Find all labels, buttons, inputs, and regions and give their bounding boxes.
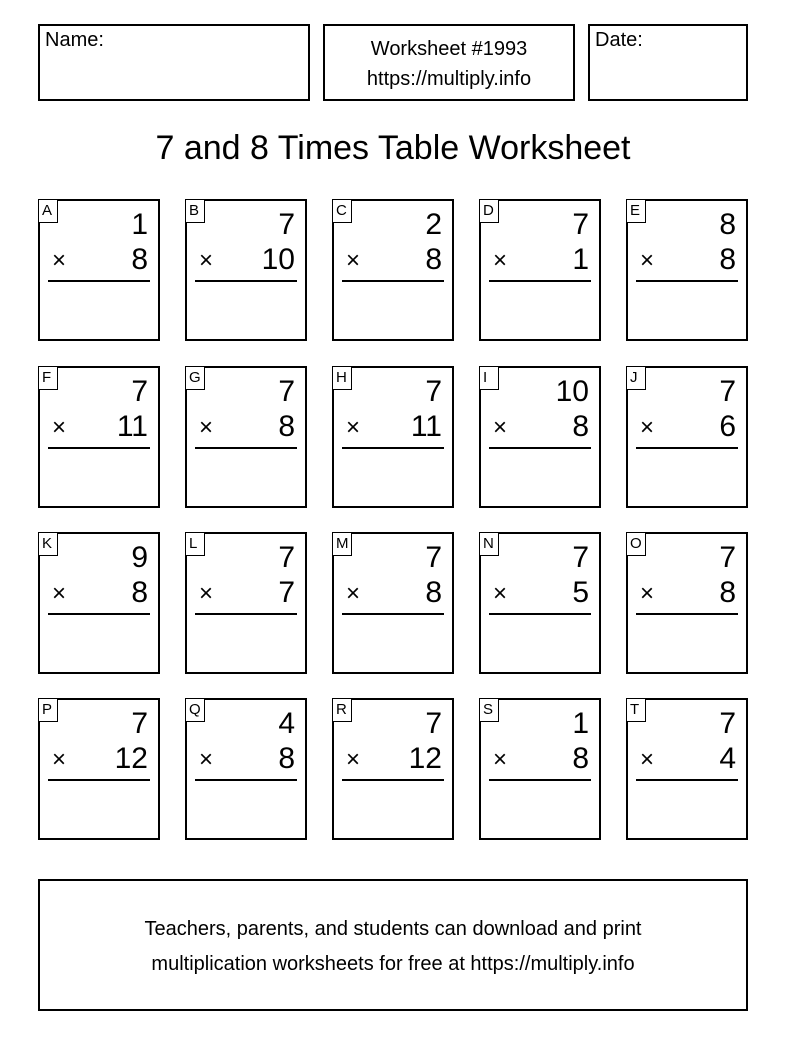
problem-card <box>38 532 160 674</box>
problem-multiplicand: 7 <box>719 541 736 574</box>
problem-multiplier: 8 <box>278 410 295 443</box>
problem-multiplier: 11 <box>116 410 148 443</box>
problem-letter: G <box>185 366 205 390</box>
answer-line <box>636 280 738 282</box>
problem-letter: P <box>38 698 58 722</box>
worksheet-number: Worksheet #1993 <box>370 38 528 60</box>
problem-letter: E <box>626 199 646 223</box>
problem-multiplier: 7 <box>278 576 295 609</box>
answer-line <box>342 280 444 282</box>
times-icon: × <box>346 580 361 607</box>
times-icon: × <box>199 580 214 607</box>
name-label: Name: <box>45 29 104 51</box>
answer-line <box>636 613 738 615</box>
problem-multiplier: 10 <box>261 243 295 276</box>
times-icon: × <box>52 746 67 773</box>
answer-line <box>48 280 150 282</box>
problem-multiplier: 12 <box>114 742 148 775</box>
problem-multiplier: 8 <box>278 742 295 775</box>
problem-card <box>479 532 601 674</box>
problem-letter: C <box>332 199 352 223</box>
problem-multiplier: 8 <box>572 742 589 775</box>
problem-letter: A <box>38 199 58 223</box>
times-icon: × <box>346 746 361 773</box>
problem-multiplicand: 7 <box>425 375 442 408</box>
problem-multiplier: 8 <box>572 410 589 443</box>
date-field-box <box>588 24 748 101</box>
times-icon: × <box>493 580 508 607</box>
answer-line <box>48 779 150 781</box>
problem-letter: O <box>626 532 646 556</box>
problem-multiplicand: 9 <box>131 541 148 574</box>
problem-card <box>479 199 601 341</box>
answer-line <box>636 779 738 781</box>
problem-multiplier: 8 <box>425 243 442 276</box>
problem-card <box>38 199 160 341</box>
problem-letter: M <box>332 532 352 556</box>
problem-multiplicand: 7 <box>131 375 148 408</box>
problem-card <box>38 366 160 508</box>
problem-multiplicand: 7 <box>719 707 736 740</box>
answer-line <box>195 280 297 282</box>
times-icon: × <box>640 580 655 607</box>
problem-multiplier: 11 <box>410 410 442 443</box>
footer-line-1: Teachers, parents, and students can download and print <box>144 918 642 940</box>
problem-multiplicand: 7 <box>425 541 442 574</box>
times-icon: × <box>346 414 361 441</box>
answer-line <box>489 447 591 449</box>
times-icon: × <box>52 414 67 441</box>
name-field-box <box>38 24 310 101</box>
problem-card <box>185 366 307 508</box>
problem-multiplicand: 7 <box>278 208 295 241</box>
problem-card <box>479 698 601 840</box>
problem-multiplier: 8 <box>131 576 148 609</box>
problem-multiplier: 12 <box>408 742 442 775</box>
problem-multiplicand: 7 <box>572 208 589 241</box>
footer-line-2: multiplication worksheets for free at https://multiply.info <box>151 953 635 975</box>
times-icon: × <box>199 414 214 441</box>
problem-card <box>185 698 307 840</box>
problem-multiplier: 8 <box>719 576 736 609</box>
problem-card <box>479 366 601 508</box>
answer-line <box>195 447 297 449</box>
problem-multiplicand: 1 <box>572 707 589 740</box>
answer-line <box>48 613 150 615</box>
problem-multiplicand: 4 <box>278 707 295 740</box>
problem-letter: I <box>479 366 499 390</box>
answer-line <box>489 280 591 282</box>
problem-letter: F <box>38 366 58 390</box>
problem-multiplier: 8 <box>719 243 736 276</box>
problem-letter: B <box>185 199 205 223</box>
problem-multiplier: 6 <box>719 410 736 443</box>
problem-multiplier: 8 <box>131 243 148 276</box>
problem-card <box>626 698 748 840</box>
problem-multiplicand: 7 <box>425 707 442 740</box>
problem-multiplicand: 7 <box>719 375 736 408</box>
answer-line <box>195 779 297 781</box>
problem-letter: L <box>185 532 205 556</box>
times-icon: × <box>346 247 361 274</box>
problem-multiplicand: 8 <box>719 208 736 241</box>
answer-line <box>48 447 150 449</box>
problem-multiplier: 4 <box>719 742 736 775</box>
answer-line <box>636 447 738 449</box>
problem-card <box>185 199 307 341</box>
problem-letter: R <box>332 698 352 722</box>
problem-card <box>626 199 748 341</box>
problem-multiplier: 8 <box>425 576 442 609</box>
date-label: Date: <box>595 29 643 51</box>
problem-card <box>332 698 454 840</box>
answer-line <box>342 613 444 615</box>
problem-card <box>185 532 307 674</box>
times-icon: × <box>493 414 508 441</box>
problem-card <box>332 532 454 674</box>
problem-letter: S <box>479 698 499 722</box>
page-title: 7 and 8 Times Table Worksheet <box>155 129 631 167</box>
problem-multiplicand: 10 <box>555 375 589 408</box>
problem-letter: D <box>479 199 499 223</box>
answer-line <box>489 779 591 781</box>
problem-card <box>38 698 160 840</box>
problem-letter: H <box>332 366 352 390</box>
problem-multiplicand: 7 <box>131 707 148 740</box>
problem-letter: T <box>626 698 646 722</box>
times-icon: × <box>199 746 214 773</box>
problem-card <box>332 199 454 341</box>
times-icon: × <box>640 414 655 441</box>
times-icon: × <box>199 247 214 274</box>
problem-letter: N <box>479 532 499 556</box>
problem-letter: J <box>626 366 646 390</box>
problem-multiplier: 1 <box>572 243 589 276</box>
problem-card <box>626 366 748 508</box>
answer-line <box>195 613 297 615</box>
problem-card <box>626 532 748 674</box>
answer-line <box>342 447 444 449</box>
problem-letter: Q <box>185 698 205 722</box>
times-icon: × <box>640 746 655 773</box>
answer-line <box>489 613 591 615</box>
times-icon: × <box>52 580 67 607</box>
problem-letter: K <box>38 532 58 556</box>
times-icon: × <box>52 247 67 274</box>
answer-line <box>342 779 444 781</box>
footer-box <box>38 879 748 1011</box>
worksheet-info-box <box>323 24 575 101</box>
problem-multiplicand: 7 <box>572 541 589 574</box>
worksheet-url: https://multiply.info <box>366 68 532 90</box>
problem-multiplicand: 7 <box>278 375 295 408</box>
times-icon: × <box>493 247 508 274</box>
problem-multiplicand: 2 <box>425 208 442 241</box>
problem-multiplicand: 7 <box>278 541 295 574</box>
problem-multiplicand: 1 <box>131 208 148 241</box>
problem-multiplier: 5 <box>572 576 589 609</box>
problem-card <box>332 366 454 508</box>
times-icon: × <box>640 247 655 274</box>
times-icon: × <box>493 746 508 773</box>
